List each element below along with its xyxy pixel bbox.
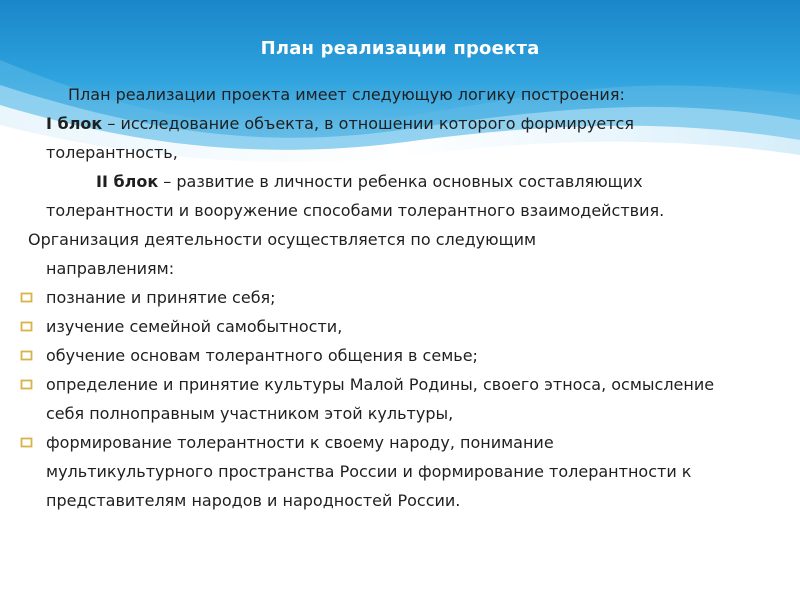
intro-text: План реализации проекта имеет следующую логику построения: <box>68 85 625 104</box>
list-item <box>18 370 718 428</box>
hollow-square-bullet-icon <box>20 437 33 448</box>
slide-title: План реализации проекта <box>260 38 540 59</box>
block-two-label: II блок <box>96 172 159 191</box>
list-item-text: познание и принятие себя; <box>46 288 276 307</box>
list-item <box>18 341 718 370</box>
block-one-paragraph <box>18 109 718 167</box>
block-two-paragraph <box>18 167 718 225</box>
organization-text-continued: направлениям: <box>46 259 175 278</box>
list-item <box>18 283 718 312</box>
list-item <box>18 428 718 515</box>
list-item-text: изучение семейной самобытности, <box>46 317 343 336</box>
hollow-square-bullet-icon <box>20 350 33 361</box>
slide-content <box>18 80 718 515</box>
list-item-text: формирование толерантности к своему народу, понимание мультикультурного пространства России и формирование толерантности к представителям народов и народностей России. <box>46 433 692 510</box>
list-item <box>18 312 718 341</box>
hollow-square-bullet-icon <box>20 321 33 332</box>
hollow-square-bullet-icon <box>20 379 33 390</box>
hollow-square-bullet-icon <box>20 292 33 303</box>
list-item-text: обучение основам толерантного общения в семье; <box>46 346 478 365</box>
block-one-label: I блок <box>46 114 103 133</box>
organization-text: Организация деятельности осуществляется по следующим <box>28 230 537 249</box>
directions-list <box>18 283 718 515</box>
block-two-text: – развитие в личности ребенка основных составляющих толерантности и вооружение способами толерантного взаимодействия. <box>46 172 665 220</box>
block-one-text: – исследование объекта, в отношении которого формируется толерантность, <box>46 114 634 162</box>
list-item-text: определение и принятие культуры Малой Родины, своего этноса, осмысление себя полноправным участником этой культуры, <box>46 375 715 423</box>
